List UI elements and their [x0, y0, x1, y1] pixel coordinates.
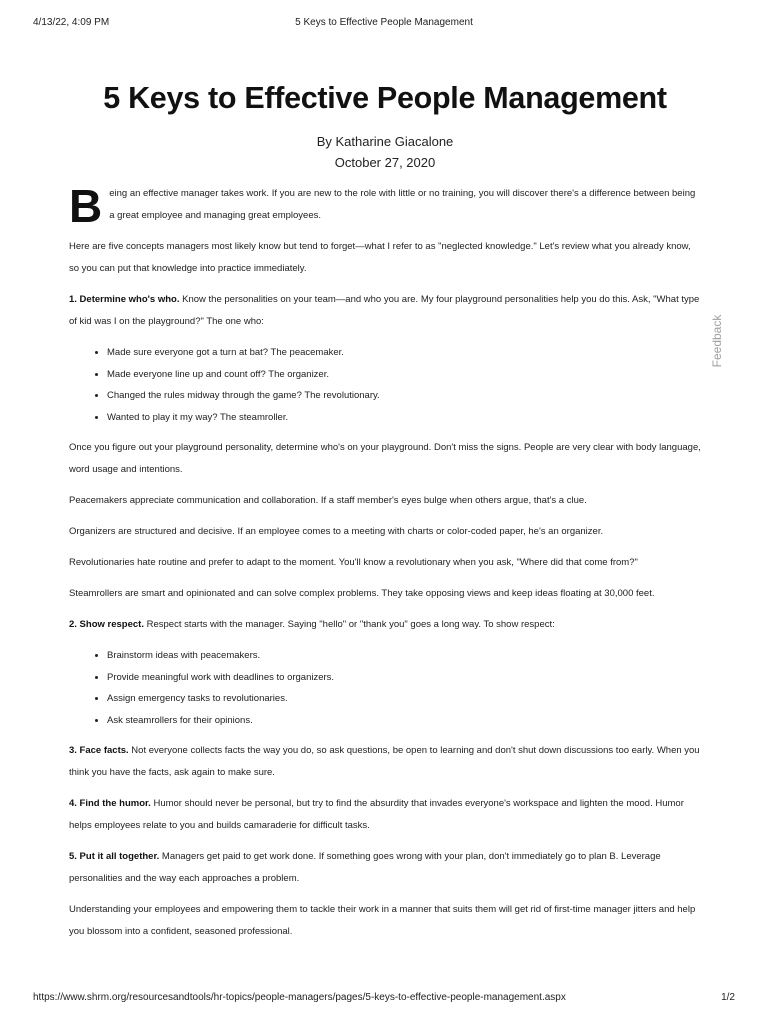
intro-paragraph: Here are five concepts managers most likely know but tend to forget—what I refer to as "neglected knowledge." Let's review what you already know, so you can put that knowledge into practice immediately. — [69, 241, 691, 274]
paragraph-steamrollers: Steamrollers are smart and opinionated and can solve complex problems. They take opposing views and keep ideas floating at 30,000 feet. — [69, 588, 655, 599]
closing-paragraph: Understanding your employees and empowering them to tackle their work in a manner that suits them will get rid of first-time manager jitters and help you blossom into a confident, seasoned professional. — [69, 904, 696, 937]
key3-text: Not everyone collects facts the way you do, so ask questions, be open to learning and don't shut down discussions too early. When you think you have the facts, ask again to make sure. — [69, 745, 700, 778]
key1-text: Know the personalities on your team—and who you are. My four playground personalities help you do this. Ask, "What type of kid was I on the playground?" The one who: — [69, 294, 700, 327]
key2-text: Respect starts with the manager. Saying "hello" or "thank you" goes a long way. To show respect: — [143, 619, 555, 630]
key1-paragraph — [69, 289, 701, 333]
paragraph-playground: Once you figure out your playground personality, determine who's on your playground. Don't miss the signs. People are very clear with body language, word usage and intentions. — [69, 442, 701, 475]
key4-text: Humor should never be personal, but try to find the absurdity that invades everyone's workspace and lighten the mood. Humor helps employees relate to you and builds camaraderie for difficult tasks. — [69, 798, 684, 831]
drop-cap: B — [69, 180, 103, 232]
lede-paragraph — [69, 180, 701, 232]
article-date: October 27, 2020 — [334, 155, 436, 170]
key4-heading: 4. Find the humor. — [69, 798, 151, 809]
list-item: • Assign emergency tasks to revolutionaries. — [107, 688, 701, 710]
key2-paragraph — [69, 614, 701, 636]
paragraph-peacemakers: Peacemakers appreciate communication and collaboration. If a staff member's eyes bulge when others argue, that's a clue. — [69, 495, 587, 506]
page-number: 1/2 — [721, 992, 735, 1003]
key5-text: Managers get paid to get work done. If something goes wrong with your plan, don't immediately go to plan B. Leverage personalities and the way each approaches a problem. — [69, 851, 661, 884]
paragraph-organizers: Organizers are structured and decisive. If an employee comes to a meeting with charts or color-coded paper, he's an organizer. — [69, 526, 604, 537]
paragraph-revolutionaries: Revolutionaries hate routine and prefer to adapt to the moment. You'll know a revolutionary when you ask, "Where did that come from?" — [69, 557, 638, 568]
print-url: https://www.shrm.org/resourcesandtools/hr-topics/people-managers/pages/5-keys-to-effective-people-management.aspx — [33, 992, 566, 1003]
personality-list — [69, 342, 701, 428]
list-item: • Ask steamrollers for their opinions. — [107, 710, 701, 732]
list-item: • Brainstorm ideas with peacemakers. — [107, 645, 701, 667]
article-title: 5 Keys to Effective People Management — [103, 81, 667, 115]
feedback-tab[interactable] — [712, 312, 722, 368]
respect-list — [69, 645, 701, 731]
key3-heading: 3. Face facts. — [69, 745, 129, 756]
list-item: • Changed the rules midway through the game? The revolutionary. — [107, 385, 701, 407]
print-datetime: 4/13/22, 4:09 PM — [33, 17, 110, 28]
key3-paragraph — [69, 740, 701, 784]
print-page-title: 5 Keys to Effective People Management — [295, 17, 473, 28]
list-item: • Made everyone line up and count off? The organizer. — [107, 364, 701, 386]
key4-paragraph — [69, 793, 701, 837]
key5-paragraph — [69, 846, 701, 890]
article-body — [69, 180, 701, 943]
key2-heading: 2. Show respect. — [69, 619, 144, 630]
lede-text: eing an effective manager takes work. If you are new to the role with little or no training, you will discover there's a difference between being a great employee and managing great employees. — [109, 188, 696, 221]
article-byline: By Katharine Giacalone — [316, 134, 454, 149]
list-item: • Provide meaningful work with deadlines to organizers. — [107, 667, 701, 689]
list-item: • Made sure everyone got a turn at bat? The peacemaker. — [107, 342, 701, 364]
key5-heading: 5. Put it all together. — [69, 851, 160, 862]
feedback-label: Feedback — [710, 314, 724, 368]
list-item: • Wanted to play it my way? The steamroller. — [107, 407, 701, 429]
key1-heading: 1. Determine who's who. — [69, 294, 180, 305]
article — [69, 78, 701, 952]
